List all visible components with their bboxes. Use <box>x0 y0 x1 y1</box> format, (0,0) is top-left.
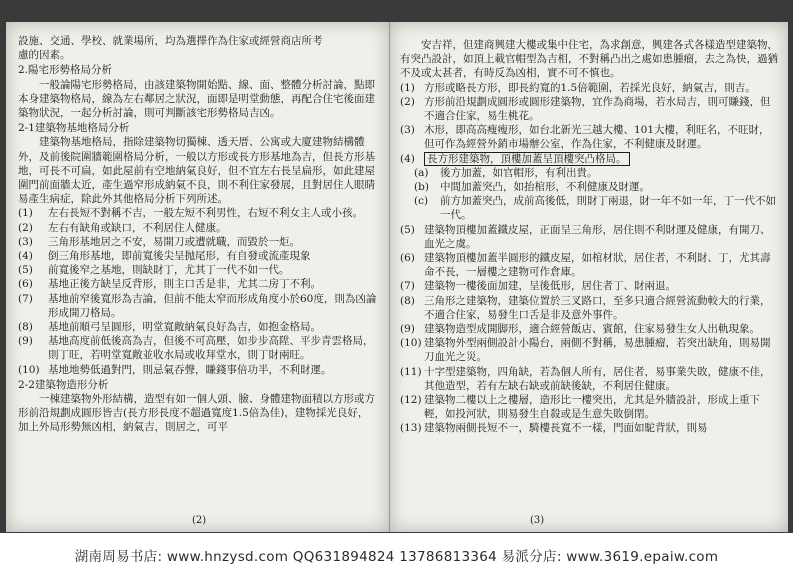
list-text: 建築物一樓後面加建，呈後低形，居住者丁、財兩退。 <box>424 280 676 293</box>
list-text: 左右有缺角或缺口，不利居住人健康。 <box>48 221 227 234</box>
paragraph-base: 建築物基地格局，指除建築物切獨棟、透天厝、公寓或大廈建物結構體外，及前後院圍牆範圍格局分析，一般以方形或長方形基地為吉，但長方形基地，可長不可扁，如此屋前有空地納氣良好，但不宜左右長呈扁形，如此建屋圍門前面牆太近，產生過窄形成納氣不良，則不利住家發展，且對居住人眼睛易產生病症，除此外其他格局分析下列所述。 <box>18 136 375 206</box>
list-item-highlighted <box>400 152 778 166</box>
list-item <box>400 365 778 393</box>
list-item <box>400 123 778 151</box>
list-text: 基地正後方缺呈反背形，則主口舌是非，尤其二房丁不利。 <box>48 278 321 291</box>
list-number: (2) <box>400 95 415 108</box>
list-text: 建築物頂樓加蓋半圓形的鐵皮屋，如棺材狀，居住者，不利財、丁，尤其壽命不長，一層樓之建物可作倉庫。 <box>424 252 771 279</box>
list-item <box>400 322 778 336</box>
list-number: (13) <box>400 422 422 435</box>
sub-list-text: 前方加蓋突凸，成前高後低，則財丁兩退，財一年不如一年，丁一代不如一代。 <box>440 195 776 222</box>
watermark-footer <box>0 533 793 577</box>
section-heading-base: 2-1建築物基地格局分析 <box>18 122 130 135</box>
list-item <box>18 206 377 220</box>
list-item <box>400 95 778 123</box>
list-item <box>400 421 778 435</box>
left-page-content <box>18 34 377 512</box>
list-number: (6) <box>400 252 415 265</box>
list-text: 十字型建築物，四角缺，若為個人所有，居住者，易事業失敗，健康不佳，其他造型，若有左缺右缺或前缺後缺，不利居住健康。 <box>424 365 771 392</box>
list-number: (10) <box>18 363 40 376</box>
list-text: 建築物頂樓加蓋鐵皮屋，正面呈三角形，居住則不利財運及健康，有開刀、血光之虞。 <box>424 223 771 250</box>
list-item <box>18 292 377 320</box>
list-number: (7) <box>400 280 415 293</box>
list-text: 基地地勢低過對門，則忌氣吞聲，賺錢事倍功半，不利財運。 <box>48 363 332 376</box>
list-item <box>400 279 778 293</box>
list-item <box>400 393 778 421</box>
list-text: 建築物外型兩側設計小陽台，兩側不對稱，易患腫瘤，若突出缺角，則易開刀血光之災。 <box>424 337 771 364</box>
page-number-left: (2) <box>192 515 207 526</box>
list-number: (6) <box>18 278 33 291</box>
list-item <box>400 81 778 95</box>
sub-list-letter: (b) <box>414 181 429 194</box>
list-text: 建築物二樓以上之樓層，造形比一樓突出，尤其是外牆設計，形成上重下輕，如投河狀，則易發生自殺或是生意失敗倒閉。 <box>424 394 760 421</box>
sub-list-letter: (a) <box>414 166 429 179</box>
text-line: 設施、交通、學校、就業場所，均為選擇作為住家或經營商店所考 <box>18 35 323 47</box>
sub-list-text: 後方加蓋，如官帽形，有利出貴。 <box>440 166 598 179</box>
right-page-content <box>400 38 778 512</box>
list-number: (7) <box>18 292 33 305</box>
list-item <box>18 263 377 277</box>
list-text: 基地高度前低後高為吉，但後不可高壓，如步步高陞、平步青雲格局，則丁旺，若明堂寬敞並收水局或收拜堂水，則丁財兩旺。 <box>48 335 374 362</box>
section-heading-building: 2-2建築物造形分析 <box>18 378 109 391</box>
list-text: 建築物兩側長短不一，騎樓長寬不一樣，門面如駝背狀，則易 <box>424 422 708 435</box>
list-number: (9) <box>400 323 415 336</box>
footer-text: 湖南周易书店: www.hnzysd.com QQ631894824 13786813364 易派分店: www.3619.epaiw.com <box>74 549 719 565</box>
sub-list-item <box>400 194 778 222</box>
list-item <box>400 336 778 364</box>
list-item <box>400 223 778 251</box>
list-number: (4) <box>400 152 415 165</box>
list-number: (2) <box>18 221 33 234</box>
list-item <box>18 277 377 291</box>
section-heading-shape: 2.陽宅形勢格局分析 <box>18 64 113 77</box>
right-page <box>389 22 788 532</box>
list-text: 倒三角形基地，即前寬後尖呈抛尾形，有自發或流產現象 <box>48 250 311 263</box>
list-number: (3) <box>400 124 415 137</box>
sub-list-letter: (c) <box>414 195 429 208</box>
list-item <box>18 334 377 362</box>
list-item <box>18 320 377 334</box>
list-text: 方形或略長方形，即長約寬的1.5倍範圍，若採光良好，納氣吉，則吉。 <box>424 81 756 94</box>
list-text: 三角形基地居之不安，易開刀或遭就職，而毀於一炬。 <box>48 235 300 248</box>
list-text: 基地前順弓呈圓形，明堂寬敞納氣良好為吉，如抱金格局。 <box>48 321 321 334</box>
list-number: (9) <box>18 335 33 348</box>
list-number: (11) <box>400 365 422 378</box>
list-item <box>400 251 778 279</box>
left-page <box>6 22 389 532</box>
list-number: (1) <box>18 207 33 220</box>
paragraph-building: 一棟建築物外形結構，造型有如一個人頭、臉、身體建物面積以方形或方形前沿規劃成圓形皆吉(長方形長度不超過寬度1.5倍為佳)，建物採光良好，加上外局形勢無凶相，納氣吉，則居之，可平 <box>18 393 375 434</box>
text-line: 慮的因素。 <box>18 49 71 62</box>
page-number-right: (3) <box>530 515 545 526</box>
list-text: 基地前窄後寬形為吉論，但前不能太窄而形成角度小於60度，則為凶論形成開刀格局。 <box>48 292 377 319</box>
list-item <box>18 363 377 377</box>
list-number: (5) <box>18 264 33 277</box>
list-item <box>18 221 377 235</box>
list-text: 建築物造型成開脚形，適合經營飯店、賓館，住家易發生女人出軌現象。 <box>424 323 760 336</box>
list-item <box>400 294 778 322</box>
list-text: 左右長短不對稱不吉，一般左短不利男性，右短不利女主人或小孩。 <box>48 207 363 220</box>
list-number: (3) <box>18 235 33 248</box>
sub-list-item <box>400 180 778 194</box>
list-text: 木形，即高高瘦瘦形，如台北新光三越大樓、101大樓，利旺名，不旺財，但可作為經營外銷市場辦公室，作為住家，不利健康及財運。 <box>424 124 770 151</box>
list-number: (1) <box>400 81 415 94</box>
sub-list-text: 中間加蓋突凸，如抬棺形，不利健康及財運。 <box>440 181 650 194</box>
list-text: 方形前沿規劃成圓形或圓形建築物，宜作為商場，若水局吉，則可賺錢，但不適合住家，易生桃花。 <box>424 95 771 123</box>
list-item <box>18 249 377 263</box>
paragraph-top: 安吉祥，但建商興建大樓或集中住宅，為求創意，興建各式各樣造型建築物，有突凸設計，如頂上載官帽型為吉相，不對稱凸出之處如患腫瘤，去之為快，過猶不及或太甚者，有時反為凶相，實不可不慎也。 <box>400 39 778 80</box>
sub-list-item <box>400 166 778 180</box>
paragraph-intro: 一般論陽宅形勢格局，由該建築物開始點、線、面、整體分析討論，點即本身建築物格局，線為左右鄰居之狀況，面即是明堂動態，再配合住宅後面建築物狀況，一起分析討論，則可判斷該宅形勢格局吉凶。 <box>18 78 375 120</box>
list-text: 三角形之建築物，建築位置於三叉路口，至多只適合經營流動較大的行業，不適合住家，易發生口舌是非及意外事件。 <box>424 294 771 321</box>
boxed-text: 長方形建築物，頂樓加蓋呈頂樓突凸格局。 <box>424 152 630 166</box>
list-number: (8) <box>400 294 415 307</box>
list-item <box>18 235 377 249</box>
list-number: (5) <box>400 223 415 236</box>
list-number: (8) <box>18 321 33 334</box>
list-number: (4) <box>18 250 33 263</box>
list-text: 前寬後窄之基地，則缺財丁，尤其丁一代不如一代。 <box>48 264 290 277</box>
list-number: (12) <box>400 394 422 407</box>
list-number: (10) <box>400 337 422 350</box>
